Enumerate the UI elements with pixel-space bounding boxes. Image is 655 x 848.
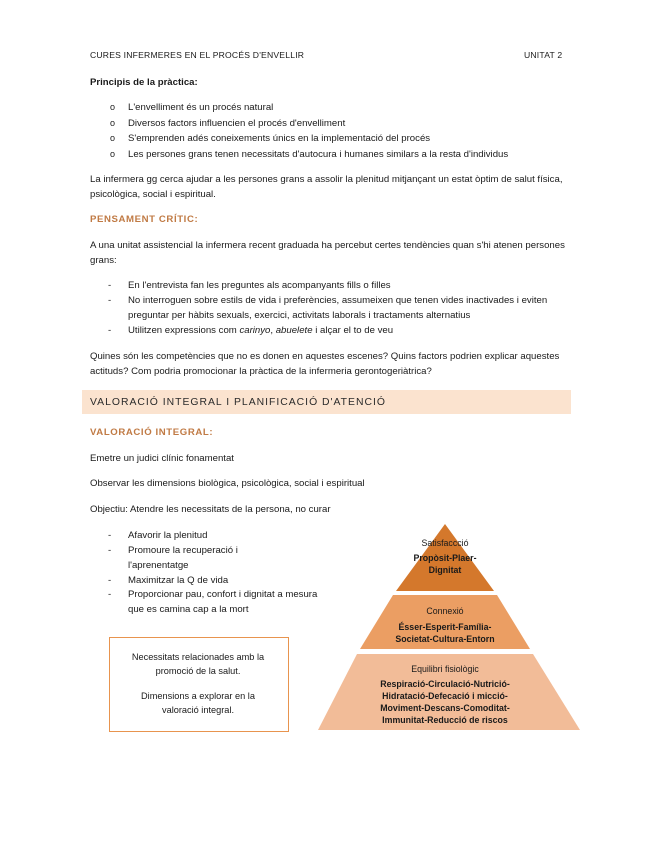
pyramid-middle-body: Ésser-Esperit-Família-Societat-Cultura-Entorn bbox=[395, 621, 495, 644]
pyramid-middle-text bbox=[370, 606, 520, 646]
list-item-expressions bbox=[90, 324, 575, 339]
intro-paragraph: La infermera gg cerca ajudar a les persones grans a assolir la plenitud mitjançant un estat òptim de salut física, psicològica, social i espiritual. bbox=[90, 174, 563, 200]
expression-prefix: Utilitzen expressions com bbox=[128, 324, 240, 336]
pyramid-middle-title: Connexió bbox=[426, 606, 464, 616]
pyramid-top-text bbox=[395, 538, 495, 577]
document-header-unit: UNITAT 2 bbox=[524, 50, 563, 60]
list-item: - Promoure la recuperació i l'aprenentatge bbox=[90, 544, 248, 574]
list-item: - Afavorir la plenitud bbox=[90, 529, 335, 544]
pyramid-bottom-title: Equilibri fisiològic bbox=[411, 664, 479, 674]
note-box-line-1: Necessitats relacionades amb la promoció de la salut. bbox=[131, 652, 265, 676]
list-item: o S'emprenden adés coneixements únics en la implementació del procés bbox=[90, 132, 570, 148]
integral-objective: Objectiu: Atendre les necessitats de la persona, no curar bbox=[90, 504, 331, 515]
integral-line-1: Emetre un judici clínic fonamentat bbox=[90, 453, 234, 464]
objective-list bbox=[90, 529, 335, 618]
list-item: - En l'entrevista fan les preguntes als acompanyants fills o filles bbox=[90, 279, 575, 294]
pyramid-top-title: Satisfaccció bbox=[421, 538, 469, 548]
section-band bbox=[82, 390, 571, 414]
critical-thinking-heading: PENSAMENT CRÍTIC: bbox=[90, 214, 199, 225]
section-band-title: VALORACIÓ INTEGRAL I PLANIFICACIÓ D'ATENCIÓ bbox=[90, 397, 386, 408]
expression-suffix: i alçar el to de veu bbox=[312, 324, 394, 336]
critical-thinking-paragraph: A una unitat assistencial la infermera recent graduada ha percebut certes tendències quan s'hi atenen persones grans: bbox=[90, 240, 565, 266]
pyramid-bottom-body: Respiració-Circulació-Nutrició-Hidratació-Defecació i micció-Moviment-Descans-Comoditat-Immunitat-Reducció de riscos bbox=[380, 678, 510, 725]
pyramid-bottom-text bbox=[365, 664, 525, 726]
expression-word: carinyo bbox=[239, 324, 271, 336]
integral-line-2: Observar les dimensions biològica, psicològica, social i espiritual bbox=[90, 478, 365, 489]
pyramid-top-body: Propòsit-Plaer-Dignitat bbox=[413, 552, 477, 575]
list-item: - No interroguen sobre estils de vida i preferències, assumeixen que tenen vides inactivades i eviten preguntar per hàbits sexuals, exercici, activitats laborals i tractaments alternatius bbox=[90, 294, 575, 324]
principles-list bbox=[90, 101, 570, 163]
list-item: o Les persones grans tenen necessitats d'autocura i humanes similars a la resta d'individus bbox=[90, 148, 570, 164]
list-item: - Proporcionar pau, confort i dignitat a mesura que es camina cap a la mort bbox=[90, 588, 335, 618]
expression-word: abuelete bbox=[275, 324, 313, 336]
list-item: o Diversos factors influencien el procés d'envelliment bbox=[90, 117, 570, 133]
critical-thinking-list bbox=[90, 279, 575, 338]
integral-heading: VALORACIÓ INTEGRAL: bbox=[90, 427, 214, 438]
expression-separator: , bbox=[270, 324, 276, 336]
critical-thinking-question: Quines són les competències que no es donen en aquestes escenes? Quins factors podrien explicar aquestes actituds? Com podria promocionar la pràctica de la infermeria gerontogeriàtrica? bbox=[90, 351, 560, 377]
note-box bbox=[109, 637, 289, 732]
principles-title: Principis de la pràctica: bbox=[90, 77, 198, 88]
list-item: - Maximitzar la Q de vida bbox=[90, 574, 335, 589]
document-header-title: CURES INFERMERES EN EL PROCÉS D'ENVELLIR bbox=[90, 50, 305, 60]
list-item: o L'envelliment és un procés natural bbox=[90, 101, 570, 117]
note-box-line-2: Dimensions a explorar en la valoració integral. bbox=[141, 691, 255, 715]
